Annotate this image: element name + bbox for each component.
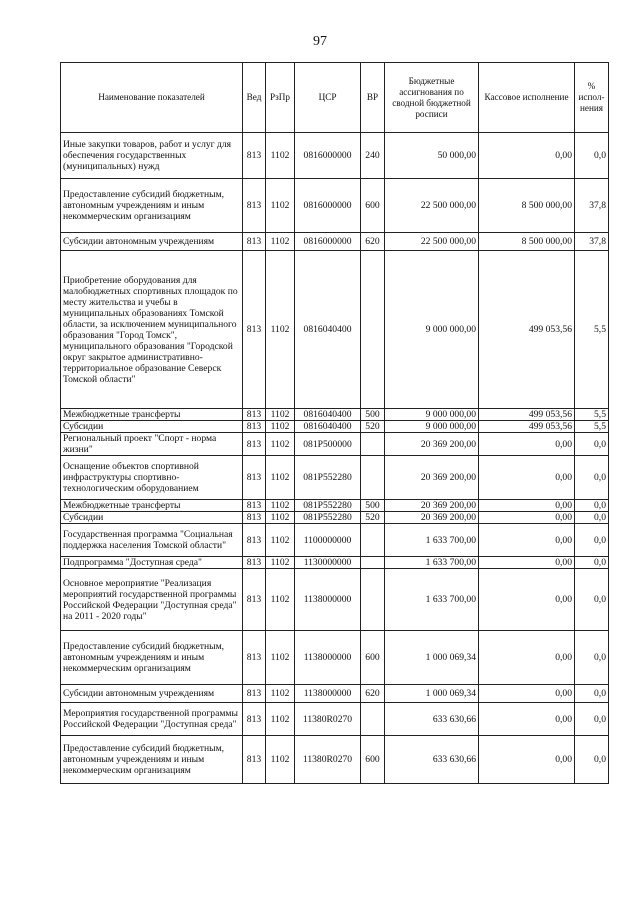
table-row bbox=[61, 512, 609, 524]
cell-csr: 0816000000 bbox=[295, 233, 361, 251]
cell-csr: 0816000000 bbox=[295, 179, 361, 233]
cell-rzpr: 1102 bbox=[266, 433, 295, 456]
cell-cash: 0,00 bbox=[479, 133, 575, 179]
header-rzpr: РзПр bbox=[266, 63, 295, 133]
cell-ved: 813 bbox=[243, 179, 266, 233]
cell-rzpr: 1102 bbox=[266, 233, 295, 251]
cell-plan: 1 000 069,34 bbox=[385, 685, 479, 703]
cell-rzpr: 1102 bbox=[266, 409, 295, 421]
cell-csr: 0816000000 bbox=[295, 133, 361, 179]
cell-plan: 9 000 000,00 bbox=[385, 251, 479, 409]
cell-pct: 0,0 bbox=[575, 736, 609, 784]
header-vr: ВР bbox=[361, 63, 385, 133]
cell-vr: 620 bbox=[361, 233, 385, 251]
cell-csr: 0816040400 bbox=[295, 421, 361, 433]
cell-rzpr: 1102 bbox=[266, 569, 295, 631]
cell-rzpr: 1102 bbox=[266, 500, 295, 512]
cell-vr: 500 bbox=[361, 500, 385, 512]
cell-plan: 22 500 000,00 bbox=[385, 233, 479, 251]
cell-cash: 0,00 bbox=[479, 433, 575, 456]
cell-ved: 813 bbox=[243, 433, 266, 456]
cell-csr: 0816040400 bbox=[295, 251, 361, 409]
cell-csr: 11380R0270 bbox=[295, 736, 361, 784]
table-row bbox=[61, 456, 609, 500]
cell-ved: 813 bbox=[243, 631, 266, 685]
cell-pct: 0,0 bbox=[575, 512, 609, 524]
cell-plan: 22 500 000,00 bbox=[385, 179, 479, 233]
cell-csr: 1138000000 bbox=[295, 685, 361, 703]
cell-rzpr: 1102 bbox=[266, 631, 295, 685]
cell-plan: 20 369 200,00 bbox=[385, 512, 479, 524]
cell-pct: 0,0 bbox=[575, 685, 609, 703]
cell-ved: 813 bbox=[243, 736, 266, 784]
table-row bbox=[61, 433, 609, 456]
cell-cash: 8 500 000,00 bbox=[479, 179, 575, 233]
cell-vr bbox=[361, 251, 385, 409]
cell-pct: 37,8 bbox=[575, 233, 609, 251]
cell-ved: 813 bbox=[243, 233, 266, 251]
cell-ved: 813 bbox=[243, 512, 266, 524]
cell-name: Иные закупки товаров, работ и услуг для обеспечения государственных (муниципальных) нужд bbox=[61, 133, 243, 179]
table-header-row bbox=[61, 63, 609, 133]
cell-pct: 0,0 bbox=[575, 569, 609, 631]
cell-pct: 37,8 bbox=[575, 179, 609, 233]
table-row bbox=[61, 133, 609, 179]
cell-name: Государственная программа "Социальная поддержка населения Томской области" bbox=[61, 524, 243, 557]
cell-vr: 600 bbox=[361, 631, 385, 685]
cell-rzpr: 1102 bbox=[266, 736, 295, 784]
table-row bbox=[61, 500, 609, 512]
header-cash: Кассовое исполнение bbox=[479, 63, 575, 133]
cell-rzpr: 1102 bbox=[266, 421, 295, 433]
page-number: 97 bbox=[313, 34, 327, 49]
cell-pct: 5,5 bbox=[575, 421, 609, 433]
cell-name: Мероприятия государственной программы Российской Федерации "Доступная среда" bbox=[61, 703, 243, 736]
cell-ved: 813 bbox=[243, 409, 266, 421]
cell-name: Основное мероприятие "Реализация мероприятий государственной программы Российской Федерации "Доступная среда" на 2011 - 2020 годы" bbox=[61, 569, 243, 631]
cell-cash: 0,00 bbox=[479, 512, 575, 524]
cell-ved: 813 bbox=[243, 569, 266, 631]
table-row bbox=[61, 736, 609, 784]
cell-ved: 813 bbox=[243, 133, 266, 179]
cell-plan: 1 633 700,00 bbox=[385, 524, 479, 557]
cell-plan: 9 000 000,00 bbox=[385, 421, 479, 433]
header-csr: ЦСР bbox=[295, 63, 361, 133]
cell-cash: 0,00 bbox=[479, 703, 575, 736]
cell-vr bbox=[361, 569, 385, 631]
cell-plan: 50 000,00 bbox=[385, 133, 479, 179]
cell-vr bbox=[361, 456, 385, 500]
cell-vr bbox=[361, 433, 385, 456]
cell-pct: 0,0 bbox=[575, 133, 609, 179]
cell-name: Оснащение объектов спортивной инфраструктуры спортивно-технологическим оборудованием bbox=[61, 456, 243, 500]
table-row bbox=[61, 685, 609, 703]
cell-rzpr: 1102 bbox=[266, 524, 295, 557]
cell-vr: 600 bbox=[361, 179, 385, 233]
cell-ved: 813 bbox=[243, 421, 266, 433]
cell-vr bbox=[361, 524, 385, 557]
cell-name: Предоставление субсидий бюджетным, автономным учреждениям и иным некоммерческим организациям bbox=[61, 179, 243, 233]
cell-pct: 0,0 bbox=[575, 500, 609, 512]
cell-rzpr: 1102 bbox=[266, 456, 295, 500]
cell-name: Региональный проект "Спорт - норма жизни" bbox=[61, 433, 243, 456]
cell-rzpr: 1102 bbox=[266, 557, 295, 569]
cell-pct: 0,0 bbox=[575, 524, 609, 557]
cell-vr bbox=[361, 557, 385, 569]
cell-csr: 1100000000 bbox=[295, 524, 361, 557]
cell-pct: 0,0 bbox=[575, 433, 609, 456]
table-row bbox=[61, 557, 609, 569]
cell-csr: 081P552280 bbox=[295, 512, 361, 524]
cell-pct: 0,0 bbox=[575, 631, 609, 685]
cell-rzpr: 1102 bbox=[266, 133, 295, 179]
cell-csr: 1130000000 bbox=[295, 557, 361, 569]
cell-csr: 081P500000 bbox=[295, 433, 361, 456]
table-row bbox=[61, 409, 609, 421]
cell-name: Предоставление субсидий бюджетным, автономным учреждениям и иным некоммерческим организациям bbox=[61, 631, 243, 685]
cell-plan: 9 000 000,00 bbox=[385, 409, 479, 421]
cell-rzpr: 1102 bbox=[266, 251, 295, 409]
cell-rzpr: 1102 bbox=[266, 703, 295, 736]
cell-plan: 20 369 200,00 bbox=[385, 433, 479, 456]
cell-vr: 520 bbox=[361, 421, 385, 433]
table-row bbox=[61, 524, 609, 557]
cell-ved: 813 bbox=[243, 557, 266, 569]
cell-vr: 240 bbox=[361, 133, 385, 179]
header-pct: % испол-нения bbox=[575, 63, 609, 133]
cell-ved: 813 bbox=[243, 500, 266, 512]
cell-pct: 0,0 bbox=[575, 703, 609, 736]
cell-name: Межбюджетные трансферты bbox=[61, 409, 243, 421]
header-name: Наименование показателей bbox=[61, 63, 243, 133]
budget-table bbox=[60, 62, 609, 784]
cell-pct: 5,5 bbox=[575, 251, 609, 409]
cell-name: Субсидии bbox=[61, 421, 243, 433]
cell-plan: 1 633 700,00 bbox=[385, 569, 479, 631]
cell-csr: 1138000000 bbox=[295, 569, 361, 631]
cell-cash: 0,00 bbox=[479, 569, 575, 631]
cell-csr: 081P552280 bbox=[295, 456, 361, 500]
cell-cash: 0,00 bbox=[479, 500, 575, 512]
table-row bbox=[61, 251, 609, 409]
table-row bbox=[61, 233, 609, 251]
table-row bbox=[61, 631, 609, 685]
cell-name: Субсидии автономным учреждениям bbox=[61, 685, 243, 703]
table-row bbox=[61, 569, 609, 631]
cell-name: Предоставление субсидий бюджетным, автономным учреждениям и иным некоммерческим организациям bbox=[61, 736, 243, 784]
cell-ved: 813 bbox=[243, 685, 266, 703]
cell-plan: 1 000 069,34 bbox=[385, 631, 479, 685]
cell-csr: 0816040400 bbox=[295, 409, 361, 421]
cell-rzpr: 1102 bbox=[266, 512, 295, 524]
cell-vr: 500 bbox=[361, 409, 385, 421]
cell-plan: 1 633 700,00 bbox=[385, 557, 479, 569]
cell-name: Субсидии автономным учреждениям bbox=[61, 233, 243, 251]
table-row bbox=[61, 179, 609, 233]
cell-csr: 1138000000 bbox=[295, 631, 361, 685]
cell-name: Межбюджетные трансферты bbox=[61, 500, 243, 512]
cell-plan: 633 630,66 bbox=[385, 703, 479, 736]
cell-cash: 499 053,56 bbox=[479, 421, 575, 433]
cell-cash: 0,00 bbox=[479, 524, 575, 557]
cell-cash: 0,00 bbox=[479, 456, 575, 500]
cell-plan: 20 369 200,00 bbox=[385, 456, 479, 500]
cell-pct: 0,0 bbox=[575, 557, 609, 569]
cell-rzpr: 1102 bbox=[266, 685, 295, 703]
cell-cash: 0,00 bbox=[479, 685, 575, 703]
cell-ved: 813 bbox=[243, 456, 266, 500]
header-ved: Вед bbox=[243, 63, 266, 133]
cell-ved: 813 bbox=[243, 703, 266, 736]
cell-ved: 813 bbox=[243, 251, 266, 409]
cell-plan: 20 369 200,00 bbox=[385, 500, 479, 512]
cell-vr: 600 bbox=[361, 736, 385, 784]
header-plan: Бюджетные ассигнования по сводной бюджетной росписи bbox=[385, 63, 479, 133]
cell-csr: 081P552280 bbox=[295, 500, 361, 512]
cell-cash: 499 053,56 bbox=[479, 409, 575, 421]
cell-cash: 0,00 bbox=[479, 736, 575, 784]
cell-csr: 11380R0270 bbox=[295, 703, 361, 736]
cell-cash: 499 053,56 bbox=[479, 251, 575, 409]
cell-pct: 5,5 bbox=[575, 409, 609, 421]
cell-pct: 0,0 bbox=[575, 456, 609, 500]
cell-vr: 520 bbox=[361, 512, 385, 524]
cell-cash: 8 500 000,00 bbox=[479, 233, 575, 251]
table-row bbox=[61, 703, 609, 736]
cell-name: Подпрограмма "Доступная среда" bbox=[61, 557, 243, 569]
cell-rzpr: 1102 bbox=[266, 179, 295, 233]
cell-vr: 620 bbox=[361, 685, 385, 703]
cell-ved: 813 bbox=[243, 524, 266, 557]
cell-vr bbox=[361, 703, 385, 736]
cell-plan: 633 630,66 bbox=[385, 736, 479, 784]
table-row bbox=[61, 421, 609, 433]
cell-name: Субсидии bbox=[61, 512, 243, 524]
cell-cash: 0,00 bbox=[479, 557, 575, 569]
cell-name: Приобретение оборудования для малобюджетных спортивных площадок по месту жительства и учебы в муниципальных образованиях Томской области, за исключением муниципального образования "Город Томск", муниципального образования "Городской округ закрытое административно-территориальное образование Северск Томской области" bbox=[61, 251, 243, 409]
cell-cash: 0,00 bbox=[479, 631, 575, 685]
